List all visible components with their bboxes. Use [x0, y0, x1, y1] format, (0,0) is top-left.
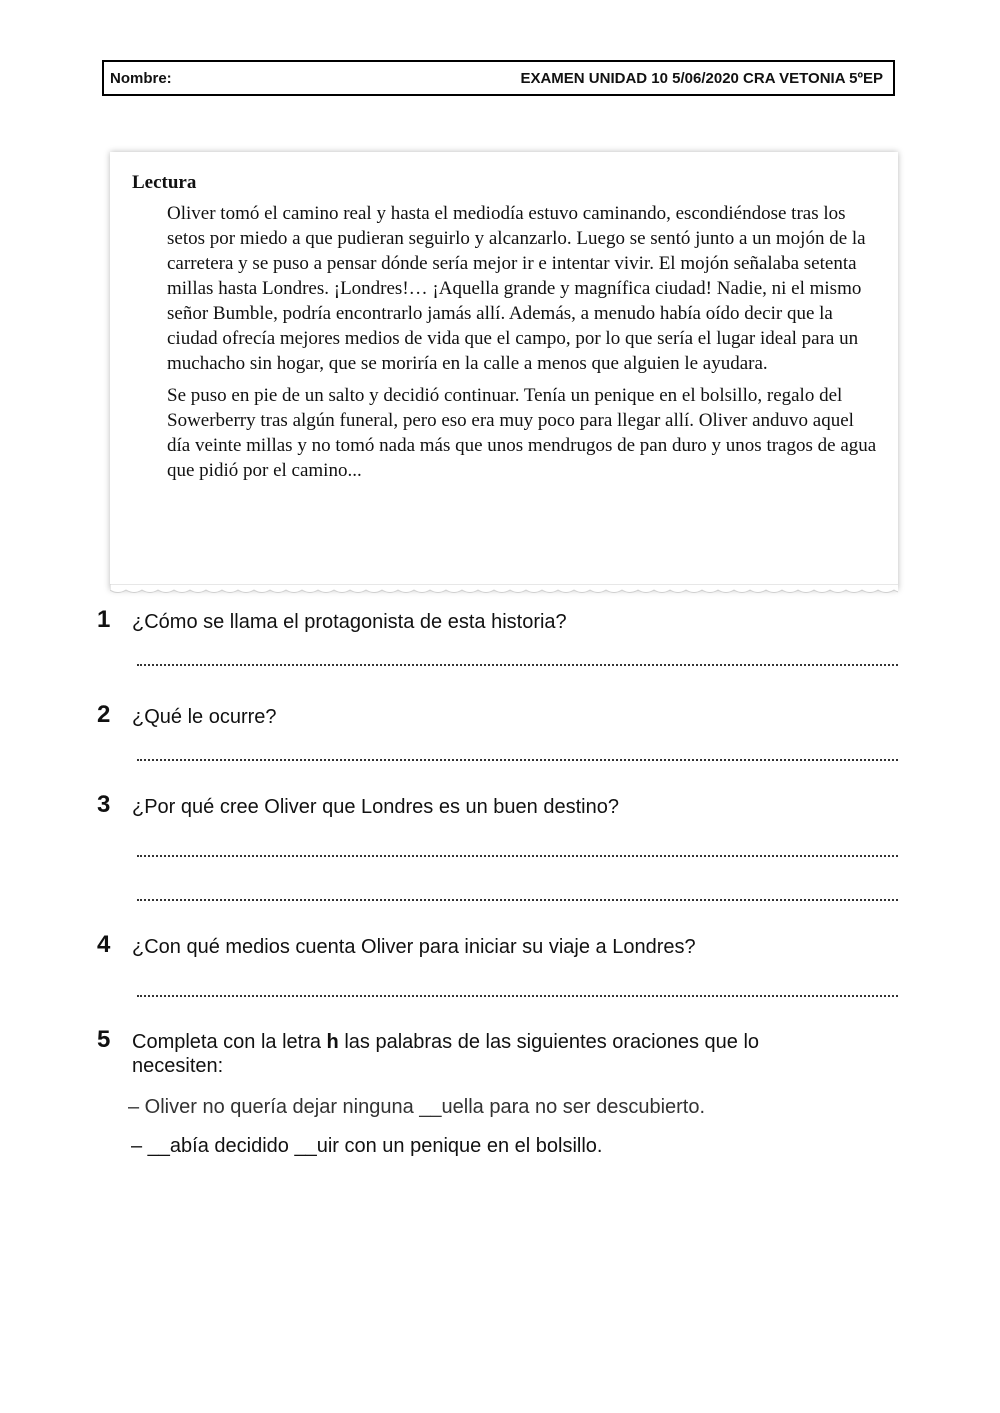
header-box [102, 60, 895, 96]
reading-paragraph: Se puso en pie de un salto y decidió continuar. Tenía un penique en el bolsillo, regalo del Sowerberry tras algún funeral, pero eso era muy poco para llegar allí. Oliver anduvo aquel día veinte millas y no tomó nada más que unos mendrugos de pan duro y unos tragos de agua que pidió por el camino... [167, 385, 877, 481]
question-number: 3 [97, 791, 111, 818]
name-label: Nombre: [110, 69, 172, 87]
question-number: 1 [97, 606, 111, 633]
question-text-after: las palabras de las siguientes oraciones que lo necesiten: [132, 1031, 760, 1077]
question-number: 2 [97, 701, 111, 728]
question-text-before: Completa con la letra [132, 1031, 327, 1053]
answer-line[interactable] [137, 664, 898, 666]
reading-card [110, 152, 898, 590]
question-text: ¿Con qué medios cuenta Oliver para iniciar su viaje a Londres? [132, 936, 696, 958]
question-text: ¿Por qué cree Oliver que Londres es un buen destino? [132, 796, 619, 818]
question-text: ¿Cómo se llama el protagonista de esta historia? [132, 611, 567, 633]
reading-paragraph: Oliver tomó el camino real y hasta el mediodía estuvo caminando, escondiéndose tras los setos por miedo a que pudieran seguirlo y alcanzarlo. Luego se sentó junto a un mojón de la carretera y se puso a pensar dónde sería mejor ir e intentar vivir. El mojón señalaba setenta millas hasta Londres. ¡Londres!… ¡Aquella grande y magnífica ciudad! Nadie, ni el mismo señor Bumble, podría encontrarlo jamás allí. Además, a menudo había oído decir que la ciudad ofrecía mejores medios de vida que el campo, por lo que sería el lugar ideal para un muchacho sin hogar, que se moriría en la calle a menos que alguien le ayudara. [167, 203, 866, 374]
completion-sentence-2: – __abía decidido __uir con un penique en el bolsillo. [131, 1135, 603, 1157]
completion-sentence-1: – Oliver no quería dejar ninguna __uella para no ser descubierto. [128, 1096, 706, 1118]
answer-line[interactable] [137, 759, 898, 761]
reading-body [167, 201, 879, 490]
question-text: ¿Qué le ocurre? [132, 706, 277, 728]
reading-title: Lectura [132, 172, 197, 193]
exam-title: EXAMEN UNIDAD 10 5/06/2020 CRA VETONIA 5ºEP [520, 69, 883, 87]
torn-edge [110, 584, 898, 596]
question-text [132, 1030, 832, 1078]
answer-line[interactable] [137, 995, 898, 997]
answer-line[interactable] [137, 899, 898, 901]
letter-h: h [326, 1031, 339, 1053]
answer-line[interactable] [137, 855, 898, 857]
question-number: 5 [97, 1026, 111, 1053]
question-number: 4 [97, 931, 111, 958]
